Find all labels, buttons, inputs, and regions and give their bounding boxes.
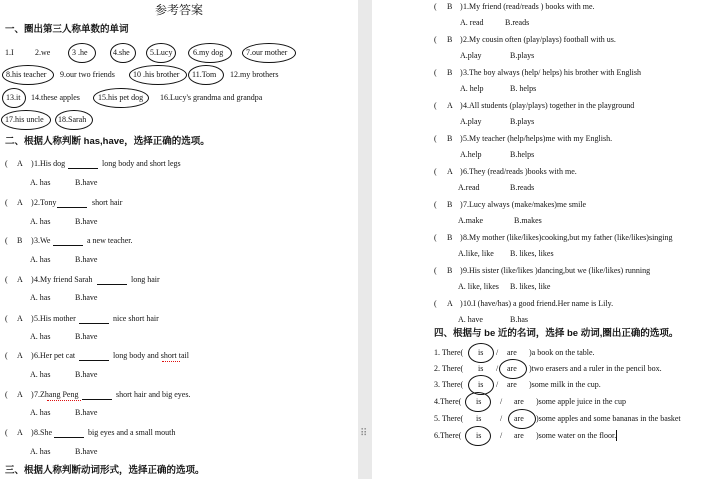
answer-letter: A xyxy=(447,299,453,308)
close-paren: ) xyxy=(460,35,463,44)
word-7: 7.our mother xyxy=(246,48,288,57)
word-11: 11.Tom xyxy=(192,70,217,79)
slash: / xyxy=(500,431,503,440)
blank-line xyxy=(97,284,127,285)
option-b: B.have xyxy=(75,217,98,226)
option-b: B.reads xyxy=(510,183,535,192)
question-text: 6.They (read/reads )books with me. xyxy=(463,167,577,176)
answer-circle xyxy=(508,409,536,429)
option-a: A. have xyxy=(458,315,483,324)
right-page xyxy=(372,0,704,479)
word-15: 15.his pet dog xyxy=(98,93,144,102)
question-text: big eyes and a small mouth xyxy=(88,428,176,437)
page-title: 参考答案 xyxy=(155,3,204,17)
option-b: B.have xyxy=(75,408,98,417)
word-16: 16.Lucy's grandma and grandpa xyxy=(160,93,263,102)
word-8: 8.his teacher xyxy=(6,70,47,79)
section4-heading: 四、根据与 be 近的名词，选择 be 动词,圈出正确的选项。 xyxy=(434,328,679,339)
close-paren: ) xyxy=(31,236,34,245)
option-b: B. likes, like xyxy=(510,282,551,291)
question-text: short hair and big eyes. xyxy=(116,390,191,399)
option-is: is xyxy=(476,414,482,423)
question-text: 4.My friend Sarah xyxy=(34,275,93,284)
option-a: A. has xyxy=(30,255,51,264)
open-paren: ( xyxy=(434,35,437,44)
option-b: B.have xyxy=(75,255,98,264)
close-paren: ) xyxy=(31,198,34,207)
sentence-end: )a book on the table. xyxy=(529,348,595,357)
option-is: is xyxy=(478,348,484,357)
blank-line xyxy=(79,360,109,361)
sentence-start: 3. There( xyxy=(434,380,464,389)
close-paren: ) xyxy=(460,68,463,77)
option-b: B.reads xyxy=(505,18,530,27)
option-a: A.like, like xyxy=(458,249,494,258)
question-text: 5.His mother xyxy=(34,314,76,323)
option-b: B.plays xyxy=(510,117,535,126)
question-text: 4.All students (play/plays) together in the playground xyxy=(463,101,635,110)
option-b: B.plays xyxy=(510,51,535,60)
option-is: is xyxy=(478,364,484,373)
word-10: 10 .his brother xyxy=(133,70,180,79)
option-a: A. has xyxy=(30,332,51,341)
option-a: A.play xyxy=(460,117,482,126)
word-14: 14.these apples xyxy=(31,93,80,102)
word-5: 5.Lucy xyxy=(150,48,173,57)
option-b: B. likes, likes xyxy=(510,249,554,258)
answer-letter: B xyxy=(447,35,453,44)
question-text: a new teacher. xyxy=(87,236,133,245)
question-text: 7.Lucy always (make/makes)me smile xyxy=(463,200,587,209)
option-are: are xyxy=(507,364,517,373)
answer-letter: B xyxy=(17,236,23,245)
open-paren: ( xyxy=(5,390,8,399)
answer-circle xyxy=(242,43,296,63)
question-text: long hair xyxy=(131,275,160,284)
close-paren: ) xyxy=(460,167,463,176)
option-is: is xyxy=(476,431,482,440)
answer-letter: B xyxy=(447,266,453,275)
option-b: B.have xyxy=(75,447,98,456)
option-b: B. helps xyxy=(510,84,537,93)
open-paren: ( xyxy=(434,134,437,143)
question-text: 3.The boy always (help/ helps) his brother with English xyxy=(463,68,641,77)
word-13: 13.it xyxy=(6,93,21,102)
answer-letter: A xyxy=(17,198,23,207)
option-are: are xyxy=(507,380,517,389)
answer-circle xyxy=(188,43,232,63)
close-paren: ) xyxy=(31,351,34,360)
question-text: long body and short tail xyxy=(113,351,189,360)
answer-circle xyxy=(499,359,527,379)
answer-circle xyxy=(129,65,187,85)
question-text: 8.My mother (like/likes)cooking,but my father (like/likes)singing xyxy=(463,233,673,242)
word-3: 3 .he xyxy=(72,48,88,57)
answer-letter: A xyxy=(17,314,23,323)
answer-letter: B xyxy=(447,233,453,242)
sentence-end: )some apple juice in the cup xyxy=(536,397,626,406)
blank-line xyxy=(68,168,98,169)
question-text: 2.My cousin often (play/plays) football with us. xyxy=(463,35,616,44)
sentence-start: 5. There( xyxy=(434,414,464,423)
sentence-end: )two erasers and a ruler in the pencil box. xyxy=(529,364,662,373)
option-b: B.makes xyxy=(514,216,542,225)
answer-circle xyxy=(2,65,54,85)
close-paren: ) xyxy=(31,159,34,168)
close-paren: ) xyxy=(31,275,34,284)
blank-line xyxy=(79,323,109,324)
spellcheck-underline xyxy=(162,361,180,362)
question-text: 7.Zhang Peng xyxy=(34,390,79,399)
word-2: 2.we xyxy=(35,48,51,57)
open-paren: ( xyxy=(5,275,8,284)
open-paren: ( xyxy=(434,2,437,11)
question-text: 1.My friend (read/reads ) books with me. xyxy=(463,2,595,11)
word-17: 17.his uncle xyxy=(5,115,44,124)
answer-circle xyxy=(146,43,176,63)
close-paren: ) xyxy=(460,101,463,110)
close-paren: ) xyxy=(460,2,463,11)
option-are: are xyxy=(507,348,517,357)
question-text: 5.My teacher (help/helps)me with my English. xyxy=(463,134,613,143)
close-paren: ) xyxy=(460,200,463,209)
open-paren: ( xyxy=(5,198,8,207)
section1-heading: 一、圈出第三人称单数的单词 xyxy=(5,24,129,35)
option-are: are xyxy=(514,397,524,406)
slash: / xyxy=(496,380,499,389)
option-b: B.have xyxy=(75,370,98,379)
answer-letter: A xyxy=(17,351,23,360)
option-a: A. like, likes xyxy=(458,282,499,291)
close-paren: ) xyxy=(460,266,463,275)
answer-letter: A xyxy=(17,159,23,168)
word-4: 4.she xyxy=(113,48,130,57)
close-paren: ) xyxy=(460,299,463,308)
question-text: 2.Tony xyxy=(34,198,57,207)
option-b: B.have xyxy=(75,332,98,341)
word-6: 6.my dog xyxy=(193,48,224,57)
option-b: B.have xyxy=(75,293,98,302)
option-a: A.help xyxy=(460,150,482,159)
close-paren: ) xyxy=(460,233,463,242)
question-text: nice short hair xyxy=(113,314,159,323)
answer-circle xyxy=(55,110,93,130)
answer-circle xyxy=(468,343,494,363)
close-paren: ) xyxy=(31,390,34,399)
close-paren: ) xyxy=(31,314,34,323)
sentence-end: )some apples and some bananas in the basket xyxy=(536,414,681,423)
option-a: A. help xyxy=(460,84,484,93)
question-text: 6.Her pet cat xyxy=(34,351,76,360)
blank-line xyxy=(54,437,84,438)
option-a: A. has xyxy=(30,370,51,379)
option-a: A.play xyxy=(460,51,482,60)
open-paren: ( xyxy=(5,159,8,168)
option-a: A. has xyxy=(30,217,51,226)
answer-letter: B xyxy=(447,134,453,143)
answer-letter: A xyxy=(17,428,23,437)
slash: / xyxy=(496,364,499,373)
open-paren: ( xyxy=(5,314,8,323)
option-is: is xyxy=(478,380,484,389)
answer-circle xyxy=(465,392,491,412)
text-cursor xyxy=(616,430,617,441)
option-is: is xyxy=(476,397,482,406)
question-text: short hair xyxy=(92,198,123,207)
open-paren: ( xyxy=(5,428,8,437)
open-paren: ( xyxy=(434,68,437,77)
option-are: are xyxy=(514,431,524,440)
drag-handle-icon[interactable]: ⠿ xyxy=(360,428,368,439)
sentence-end: )some milk in the cup. xyxy=(529,380,601,389)
option-a: A. has xyxy=(30,408,51,417)
option-a: A. has xyxy=(30,447,51,456)
word-12: 12.my brothers xyxy=(230,70,279,79)
blank-line xyxy=(57,207,87,208)
question-text: long body and short legs xyxy=(102,159,181,168)
option-a: A.make xyxy=(458,216,484,225)
option-b: B.helps xyxy=(510,150,535,159)
question-text: 10.I (have/has) a good friend.Her name is Lily. xyxy=(463,299,614,308)
sentence-start: 2. There( xyxy=(434,364,464,373)
close-paren: ) xyxy=(31,428,34,437)
section3-heading: 三、根据人称判断动词形式，选择正确的选项。 xyxy=(5,465,205,476)
question-text: 8.She xyxy=(34,428,52,437)
answer-circle xyxy=(188,65,224,85)
option-a: A. read xyxy=(460,18,484,27)
option-b: B.has xyxy=(510,315,528,324)
sentence-end: )some water on the floor. xyxy=(536,431,617,440)
option-b: B.have xyxy=(75,178,98,187)
open-paren: ( xyxy=(5,236,8,245)
open-paren: ( xyxy=(434,233,437,242)
sentence-start: 4.There( xyxy=(434,397,462,406)
open-paren: ( xyxy=(5,351,8,360)
answer-circle xyxy=(465,426,491,446)
slash: / xyxy=(500,414,503,423)
open-paren: ( xyxy=(434,200,437,209)
blank-line xyxy=(53,245,83,246)
spellcheck-underline xyxy=(47,400,81,401)
open-paren: ( xyxy=(434,299,437,308)
question-text: 9.His sister (like/likes )dancing,but we (like/likes) running xyxy=(463,266,651,275)
answer-circle xyxy=(2,88,26,108)
answer-letter: B xyxy=(447,2,453,11)
answer-circle xyxy=(68,43,96,63)
option-a: A. has xyxy=(30,293,51,302)
sentence-start: 6.There( xyxy=(434,431,462,440)
answer-circle xyxy=(1,110,51,130)
answer-letter: B xyxy=(447,200,453,209)
open-paren: ( xyxy=(434,266,437,275)
open-paren: ( xyxy=(434,101,437,110)
word-1: 1.I xyxy=(5,48,14,57)
answer-letter: B xyxy=(447,68,453,77)
option-are: are xyxy=(514,414,524,423)
answer-circle xyxy=(93,88,149,108)
blank-line xyxy=(82,399,112,400)
open-paren: ( xyxy=(434,167,437,176)
sentence-start: 1. There( xyxy=(434,348,464,357)
answer-letter: A xyxy=(447,167,453,176)
word-18: 18.Sarah xyxy=(58,115,87,124)
answer-letter: A xyxy=(447,101,453,110)
word-9: 9.our two friends xyxy=(60,70,115,79)
slash: / xyxy=(500,397,503,406)
answer-letter: A xyxy=(17,275,23,284)
close-paren: ) xyxy=(460,134,463,143)
answer-circle xyxy=(110,43,136,63)
question-text: 1.His dog xyxy=(34,159,66,168)
slash: / xyxy=(496,348,499,357)
section2-heading: 二、根据人称判断 has,have，选择正确的选项。 xyxy=(5,136,210,147)
option-a: A. has xyxy=(30,178,51,187)
option-a: A.read xyxy=(458,183,480,192)
question-text: 3.We xyxy=(34,236,51,245)
answer-letter: A xyxy=(17,390,23,399)
